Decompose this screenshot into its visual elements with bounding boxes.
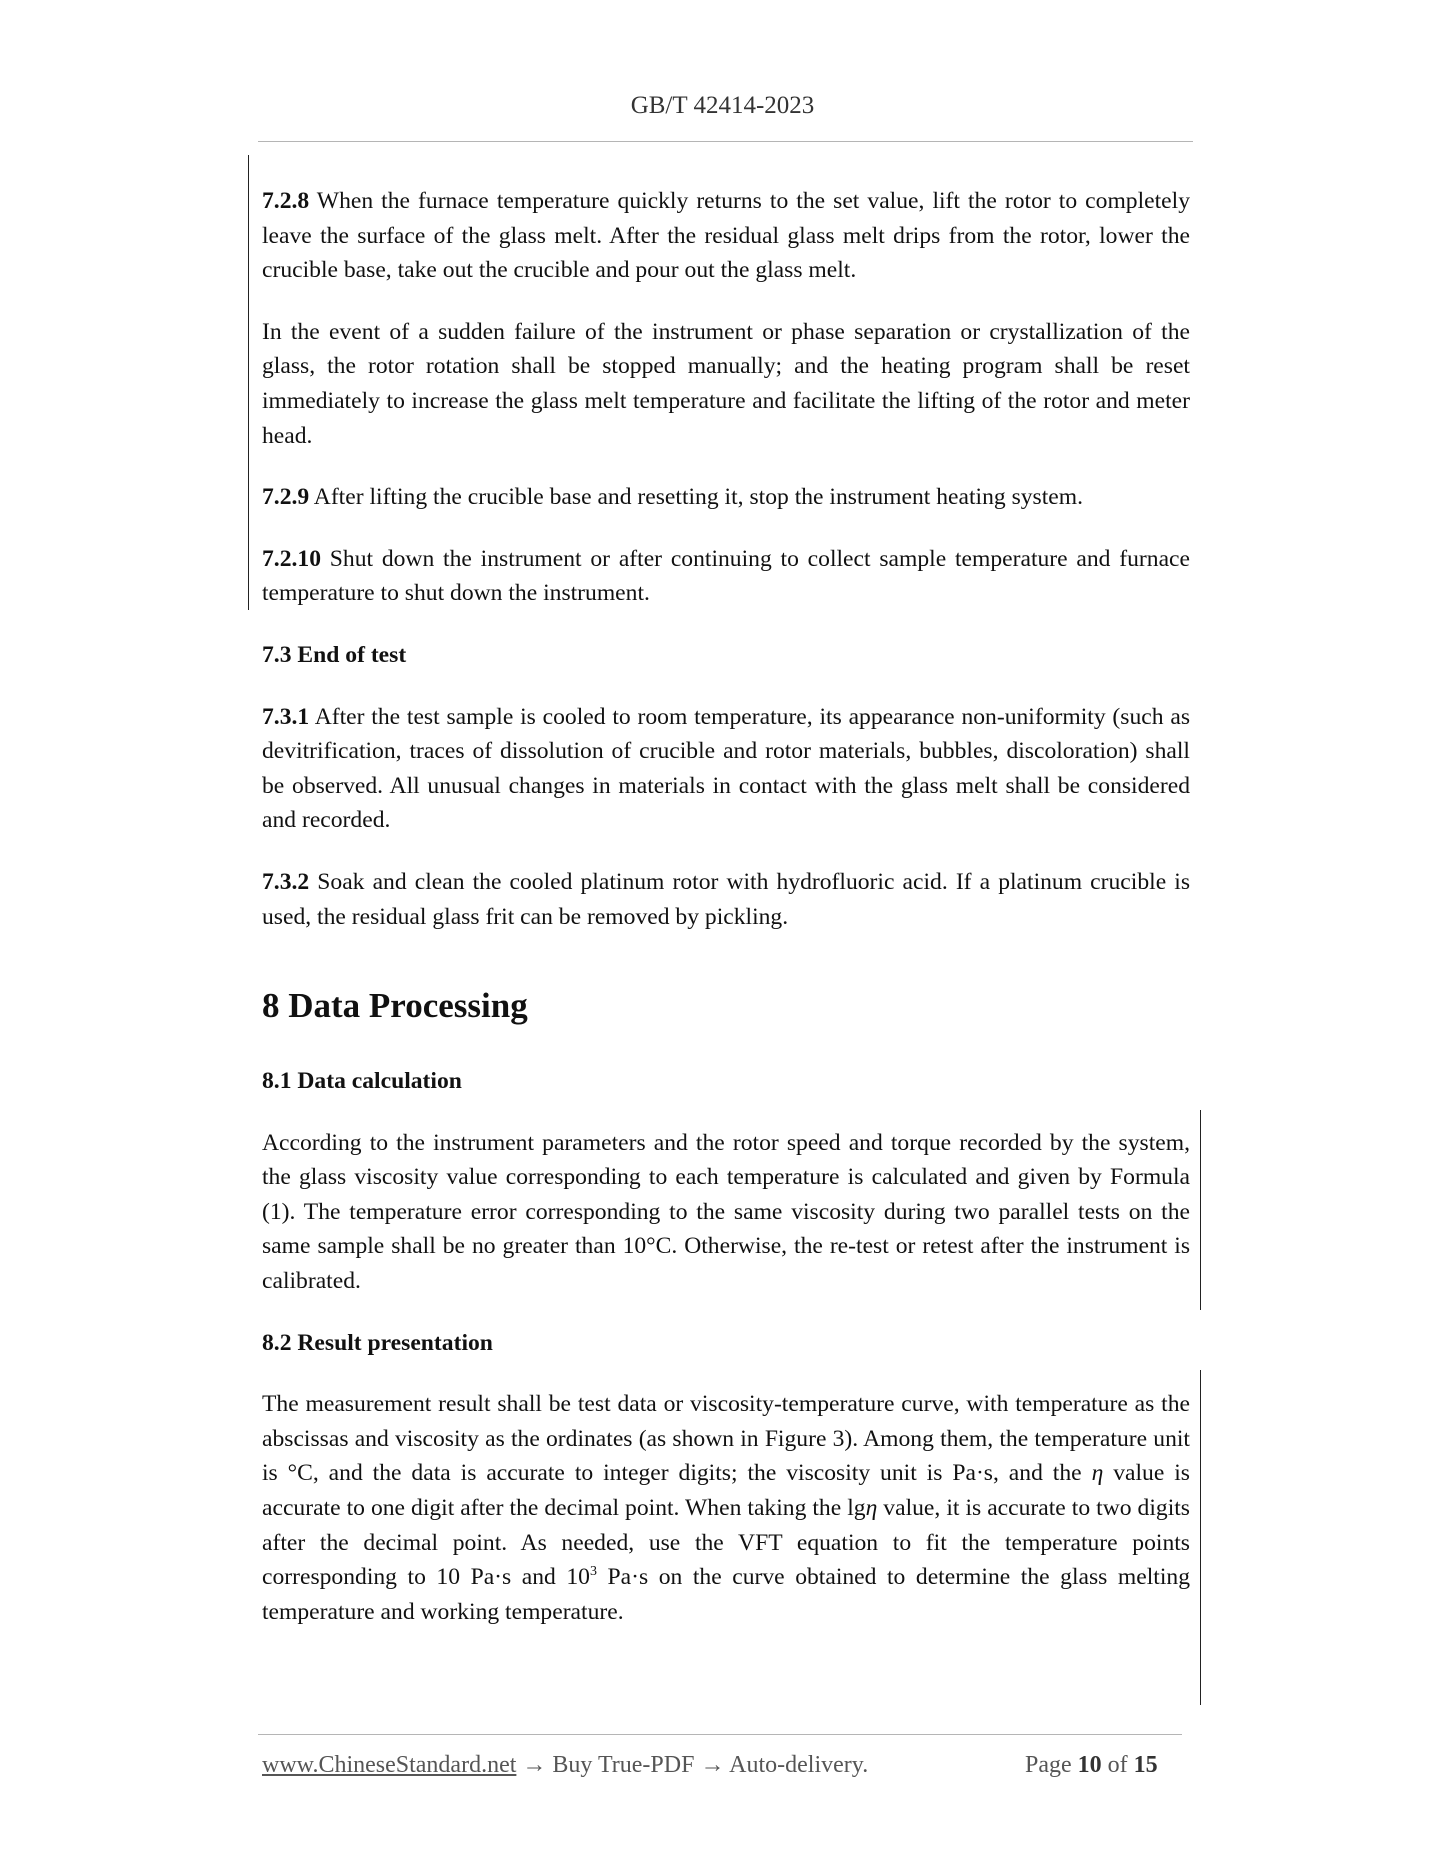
text-run: value, it is accurate to two digits after the decimal point. As needed, use the VFT equation to fit the temperature points corresponding to 10 Pa·s and 10 bbox=[262, 1495, 1190, 1591]
heading-8-1: 8.1 Data calculation bbox=[262, 1068, 462, 1095]
page-total: 15 bbox=[1133, 1752, 1158, 1778]
document-header: GB/T 42414-2023 bbox=[630, 92, 815, 119]
clause-8-1-text: According to the instrument parameters and the rotor speed and torque recorded by the system, the glass viscosity value corresponding to each temperature is calculated and given by Formula (1). The temperature error corresponding to the same viscosity during two parallel tests on the same sample shall be no greater than 10°C. Otherwise, the re-test or retest after the instrument is calibrated. bbox=[262, 1129, 1190, 1295]
footer-rule bbox=[258, 1734, 1182, 1735]
text-run: Pa·s on the curve obtained to determine the glass melting temperature and working temperature. bbox=[262, 1564, 1190, 1625]
page-number: 10 bbox=[1077, 1752, 1102, 1778]
site-link[interactable]: www.ChineseStandard.net bbox=[262, 1752, 517, 1778]
text-run: value is accurate to one digit after the decimal point. When taking the lg bbox=[262, 1460, 1190, 1522]
arrow-icon: → bbox=[516, 1752, 553, 1778]
arrow-icon: → bbox=[694, 1752, 730, 1778]
text-run: The measurement result shall be test data or viscosity-temperature curve, with temperature as the abscissas and viscosity as the ordinates (as shown in Figure 3). Among them, the temperature unit is °C, and the data is accurate to integer digits; the viscosity unit is Pa·s, and the bbox=[262, 1391, 1190, 1487]
clause-number: 7.3.2 bbox=[262, 868, 310, 895]
clause-number: 7.2.8 bbox=[262, 188, 310, 214]
page-content bbox=[262, 184, 1190, 1656]
clause-7-2-9 bbox=[262, 480, 1190, 515]
eta-symbol: η bbox=[865, 1495, 878, 1522]
of-word: of bbox=[1101, 1752, 1134, 1778]
page-word: Page bbox=[1025, 1752, 1078, 1778]
clause-text: Shut down the instrument or after continuing to collect sample temperature and furnace temperature to shut down the instrument. bbox=[262, 545, 1190, 607]
buy-text: Buy True-PDF bbox=[552, 1752, 695, 1778]
heading-8: 8 Data Processing bbox=[262, 986, 528, 1026]
clause-7-3-2 bbox=[262, 865, 1190, 934]
delivery-text: Auto-delivery. bbox=[729, 1752, 869, 1778]
clause-number: 7.3.1 bbox=[262, 703, 310, 730]
heading-8-2: 8.2 Result presentation bbox=[262, 1329, 493, 1356]
clause-text: After the test sample is cooled to room temperature, its appearance non-uniformity (such as devitrification, traces of dissolution of crucible and rotor materials, bubbles, discoloration) shall be observed. All unusual changes in materials in contact with the glass melt shall be considered and recorded. bbox=[262, 703, 1190, 834]
clause-number: 7.2.10 bbox=[262, 545, 321, 572]
change-bar-right-2 bbox=[1200, 1370, 1201, 1705]
heading-7-3: 7.3 End of test bbox=[262, 641, 407, 668]
header-rule bbox=[258, 141, 1193, 142]
clause-7-3-1 bbox=[262, 700, 1190, 838]
superscript: 3 bbox=[589, 1564, 597, 1580]
clause-7-2-8-continued: In the event of a sudden failure of the instrument or phase separation or crystallization of the glass, the rotor rotation shall be stopped manually; and the heating program shall be reset immediately to increase the glass melt temperature and facilitate the lifting of the rotor and meter head. bbox=[262, 318, 1190, 449]
clause-text: After lifting the crucible base and resetting it, stop the instrument heating system. bbox=[309, 484, 1084, 511]
clause-7-2-10 bbox=[262, 542, 1190, 611]
eta-symbol: η bbox=[1091, 1460, 1104, 1487]
clause-text: When the furnace temperature quickly returns to the set value, lift the rotor to completely leave the surface of the glass melt. After the residual glass melt drips from the rotor, lower the crucible base, take out the crucible and pour out the glass melt. bbox=[262, 188, 1190, 284]
clause-8-2-text bbox=[262, 1387, 1190, 1629]
page-indicator bbox=[1025, 1752, 1158, 1779]
change-bar-right-1 bbox=[1200, 1110, 1201, 1310]
change-bar-left bbox=[248, 155, 249, 610]
footer-promo bbox=[262, 1752, 868, 1779]
clause-7-2-8 bbox=[262, 184, 1190, 288]
clause-text: Soak and clean the cooled platinum rotor with hydrofluoric acid. If a platinum crucible is used, the residual glass frit can be removed by pickling. bbox=[262, 868, 1190, 930]
clause-number: 7.2.9 bbox=[262, 484, 310, 511]
